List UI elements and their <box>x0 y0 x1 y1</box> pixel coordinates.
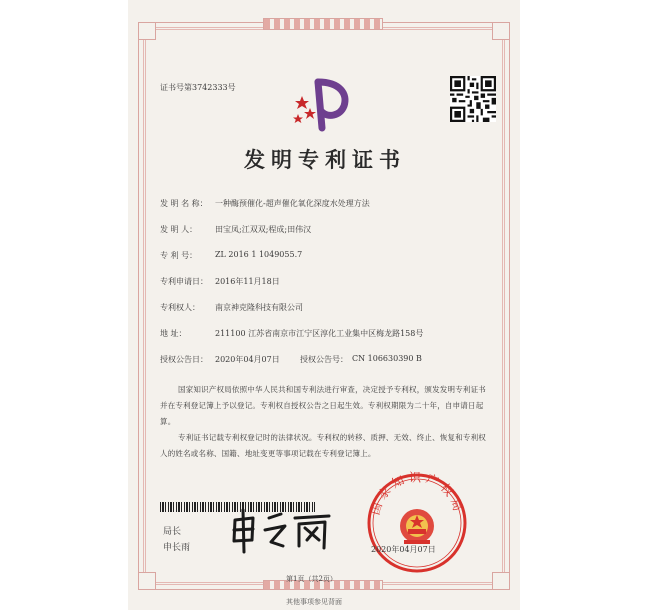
invention-name-label: 发 明 名 称： <box>160 199 208 208</box>
national-emblem-icon <box>400 509 434 544</box>
patent-number-value: ZL 2016 1 1049055.7 <box>215 250 303 259</box>
cnipa-logo-icon <box>288 76 358 132</box>
grant-number-label: 授权公告号： <box>300 355 348 364</box>
signatory-name: 申长雨 <box>163 543 191 553</box>
footer-note: 其他事项参见背面 <box>286 598 342 606</box>
corner-ornament <box>138 22 156 40</box>
top-border-ornament <box>263 18 383 30</box>
signatory-title: 局长 <box>163 527 182 537</box>
certificate-title: 发明专利证书 <box>244 147 406 172</box>
grant-number-value: CN 106630390 B <box>352 354 422 363</box>
invention-name-value: 一种酶预催化-超声催化氧化深度水处理方法 <box>215 199 370 208</box>
seal-text: 国家知识产权局 <box>367 470 467 517</box>
certificate-number: 证书号第3742333号 <box>160 83 236 92</box>
patentee-label: 专利权人： <box>160 303 200 312</box>
filing-date-value: 2016年11月18日 <box>215 277 280 286</box>
address-label: 地 址： <box>160 329 187 338</box>
inventor-label: 发 明 人： <box>160 225 198 234</box>
grant-date-label: 授权公告日： <box>160 355 208 364</box>
seal-date: 2020年04月07日 <box>371 545 436 554</box>
qr-code-icon <box>450 76 496 122</box>
official-seal <box>362 468 472 578</box>
legal-paragraph-1: 国家知识产权局依照中华人民共和国专利法进行审查，决定授予专利权，颁发发明专利证书并在专利登记簿上予以登记。专利权自授权公告之日起生效。专利权期限为二十年，自申请日起算。 <box>160 385 486 426</box>
patent-number-label: 专 利 号： <box>160 251 198 260</box>
inventor-value: 田宝凤;江双双;程成;田伟汉 <box>215 225 312 234</box>
page-indicator: 第1页（共2页） <box>286 575 337 583</box>
corner-ornament <box>138 572 156 590</box>
corner-ornament <box>492 22 510 40</box>
corner-ornament <box>492 572 510 590</box>
grant-date-value: 2020年04月07日 <box>215 355 280 364</box>
handwritten-signature <box>225 506 335 556</box>
address-value: 211100 江苏省南京市江宁区淳化工业集中区梅龙路158号 <box>215 329 424 338</box>
legal-paragraph-2: 专利证书记载专利权登记时的法律状况。专利权的转移、质押、无效、终止、恢复和专利权人的姓名或名称、国籍、地址变更等事项记载在专利登记簿上。 <box>160 433 486 458</box>
filing-date-label: 专利申请日： <box>160 277 208 286</box>
patentee-value: 南京神克隆科技有限公司 <box>215 303 303 312</box>
